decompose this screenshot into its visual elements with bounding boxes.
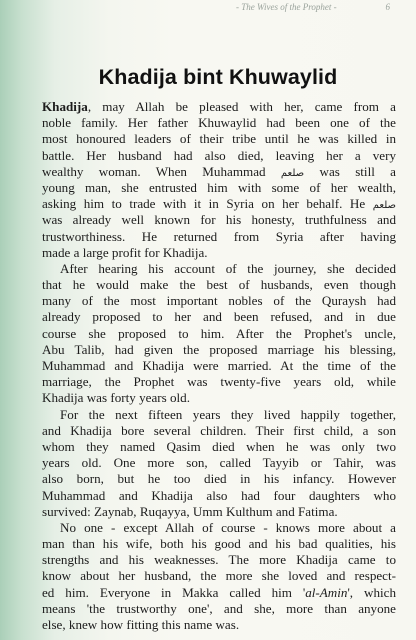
text-line: already proposed to her and been refused, and in due (42, 309, 396, 325)
text-line: noble family. Her father Khuwaylid had been one of the (42, 115, 396, 131)
text-line (42, 585, 396, 601)
text-line: also born, but he too died in his infancy. However (42, 471, 396, 487)
lead-name: Khadija (42, 99, 88, 114)
text-line: course she proposed to him. After the Prophet's uncle, (42, 325, 396, 341)
line-text: , may Allah be pleased with her, came from a (87, 99, 396, 114)
text-line: Abu Talib, had given the proposed marriage his blessing, (42, 341, 396, 357)
running-head (0, 2, 416, 14)
text-line: After hearing his account of the journey, she decided (60, 260, 396, 276)
emphasis: al-Amin (305, 584, 348, 600)
text-line (42, 99, 396, 115)
text-line: years old. One more son, called Tayyib or Tahir, was (42, 455, 396, 471)
running-head-title: - The Wives of the Prophet - (236, 2, 337, 12)
text-line: survived: Zaynab, Ruqayya, Umm Kulthum and Fatima. (42, 503, 338, 519)
page-number: 6 (385, 2, 390, 12)
text-line: marriage, the Prophet was twenty-five years old, while (42, 374, 396, 390)
line-text: ', which (347, 584, 397, 600)
text-line: whom they named Qasim died when he was only two (42, 438, 396, 454)
text-line: most honoured leaders of their tribe until he was killed in (42, 131, 396, 147)
text-line: else, knew how fitting this name was. (42, 617, 240, 632)
body-text (42, 99, 396, 633)
honorific-glyph: صلعم (372, 200, 396, 212)
text-line (42, 196, 396, 212)
text-line: trustworthiness. He returned from Syria after having (42, 228, 396, 244)
text-line: and Khadija bore several children. Their first child, a son (42, 422, 396, 438)
text-line: that he would make the best of husbands, even though (42, 277, 396, 293)
text-line: was already well known for his honesty, truthfulness and (42, 212, 396, 228)
text-line: Khadija was forty years old. (42, 390, 190, 406)
line-text: ed him. Everyone in Makka called him ' (42, 584, 306, 600)
chapter-title: Khadija bint Khuwaylid (98, 65, 338, 89)
text-line: many of the most important nobles of the Quraysh had (42, 293, 396, 309)
text-line: know about her husband, the more she loved and respect- (42, 568, 396, 584)
text-line: Muhammad and Khadija were married. At the time of the (42, 358, 396, 373)
text-line: For the next fifteen years they lived happily together, (60, 406, 396, 422)
line-text: wealthy woman. When Muhammad (42, 163, 281, 179)
text-line: man than his wife, both his good and his bad qualities, his (42, 536, 396, 552)
text-line: Muhammad and Khadija also had four daughters who (42, 487, 396, 503)
text-line: No one - except Allah of course - knows more about a (60, 519, 396, 535)
line-text: asking him to trade with it in Syria on her behalf. He (42, 196, 373, 212)
text-line: young man, she entrusted him with some of her wealth, (42, 179, 396, 195)
honorific-glyph: صلعم (280, 167, 305, 179)
text-line: strengths and his weaknesses. The more Khadija came to (42, 552, 396, 568)
text-line: made a large profit for Khadija. (42, 244, 208, 260)
line-text: was still a (304, 163, 396, 179)
text-line (42, 164, 396, 180)
text-line: means 'the trustworthy one', and she, more than anyone (42, 600, 396, 616)
text-line: battle. Her husband had also died, leaving her a very (42, 147, 396, 163)
